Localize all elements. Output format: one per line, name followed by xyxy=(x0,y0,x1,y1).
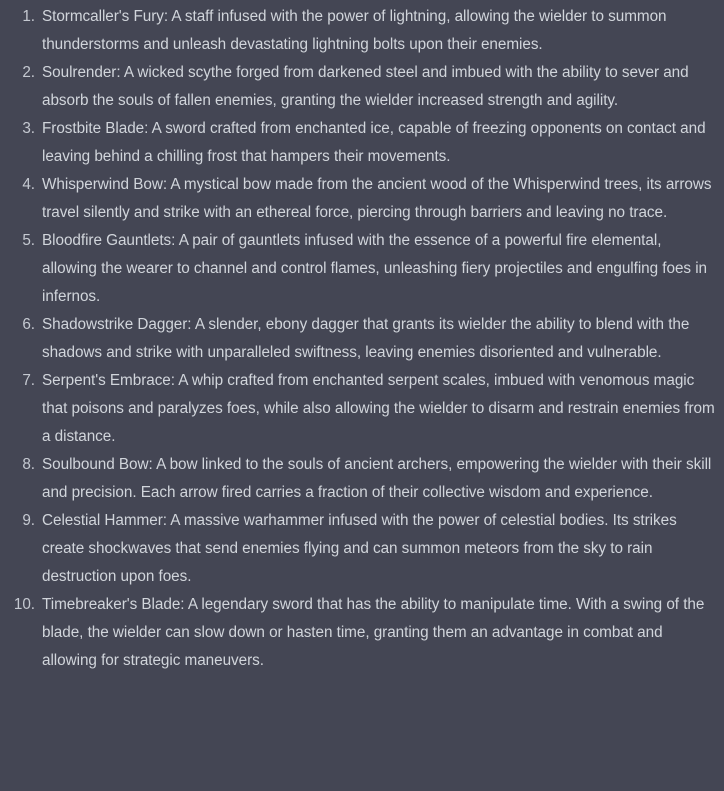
weapon-list xyxy=(0,3,724,675)
list-item-number: 6. xyxy=(22,316,35,333)
list-item-text: Celestial Hammer: A massive warhammer infused with the power of celestial bodies. Its strikes create shockwaves that send enemies flying and can summon meteors from the sky to rain destruction upon foes. xyxy=(42,512,677,585)
list-item-number: 3. xyxy=(22,120,35,137)
list-item xyxy=(0,367,724,451)
list-item xyxy=(0,591,724,675)
list-item-number: 4. xyxy=(22,176,35,193)
list-item-text: Shadowstrike Dagger: A slender, ebony dagger that grants its wielder the ability to blend with the shadows and strike with unparalleled swiftness, leaving enemies disoriented and vulnerable. xyxy=(42,316,690,361)
list-item-text: Whisperwind Bow: A mystical bow made from the ancient wood of the Whisperwind trees, its arrows travel silently and strike with an ethereal force, piercing through barriers and leaving no trace. xyxy=(42,176,712,221)
list-item-text: Timebreaker's Blade: A legendary sword that has the ability to manipulate time. With a swing of the blade, the wielder can slow down or hasten time, granting them an advantage in combat and allowing for strategic maneuvers. xyxy=(42,596,705,669)
list-item-text: Soulbound Bow: A bow linked to the souls of ancient archers, empowering the wielder with their skill and precision. Each arrow fired carries a fraction of their collective wisdom and experience. xyxy=(42,456,712,501)
list-item xyxy=(0,3,724,59)
list-item-number: 10. xyxy=(13,596,35,613)
list-item xyxy=(0,451,724,507)
list-item xyxy=(0,311,724,367)
list-item xyxy=(0,227,724,311)
list-item-text: Stormcaller's Fury: A staff infused with the power of lightning, allowing the wielder to summon thunderstorms and unleash devastating lightning bolts upon their enemies. xyxy=(42,8,667,53)
list-item-text: Serpent's Embrace: A whip crafted from enchanted serpent scales, imbued with venomous magic that poisons and paralyzes foes, while also allowing the wielder to disarm and restrain enemies from a distance. xyxy=(42,372,715,445)
list-item xyxy=(0,507,724,591)
list-item-number: 8. xyxy=(22,456,35,473)
list-item-number: 9. xyxy=(22,512,35,529)
list-item-number: 5. xyxy=(22,232,35,249)
list-item xyxy=(0,171,724,227)
list-item xyxy=(0,115,724,171)
list-item-number: 2. xyxy=(22,64,35,81)
list-item xyxy=(0,59,724,115)
list-item-text: Soulrender: A wicked scythe forged from darkened steel and imbued with the ability to sever and absorb the souls of fallen enemies, granting the wielder increased strength and agility. xyxy=(42,64,689,109)
list-item-text: Frostbite Blade: A sword crafted from enchanted ice, capable of freezing opponents on contact and leaving behind a chilling frost that hampers their movements. xyxy=(42,120,706,165)
list-item-text: Bloodfire Gauntlets: A pair of gauntlets infused with the essence of a powerful fire elemental, allowing the wearer to channel and control flames, unleashing fiery projectiles and engulfing foes in infernos. xyxy=(42,232,708,305)
list-item-number: 1. xyxy=(22,8,35,25)
list-item-number: 7. xyxy=(22,372,35,389)
